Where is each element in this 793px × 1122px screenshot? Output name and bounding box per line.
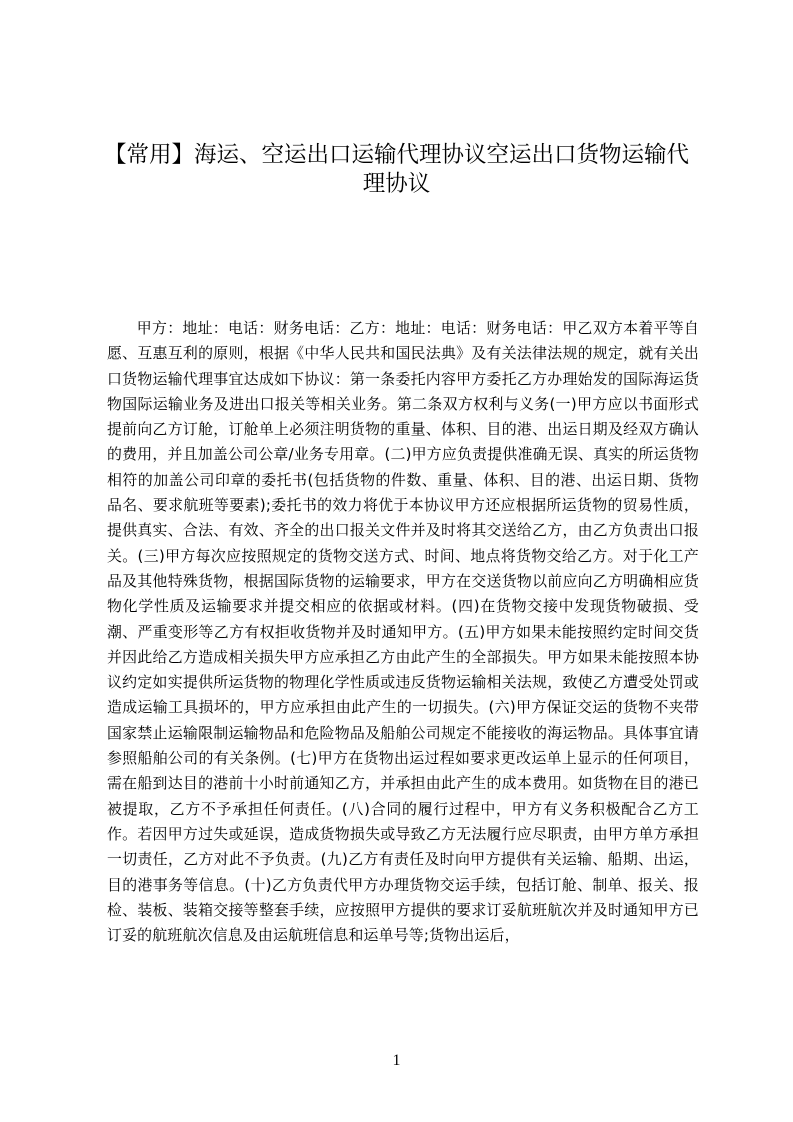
document-body-paragraph: 甲方：地址：电话：财务电话：乙方：地址：电话：财务电话：甲乙双方本着平等自愿、互惠互利的原则，根据《中华人民共和国民法典》及有关法律法规的规定，就有关出口货物运输代理事宜达成如下协议：第一条委托内容甲方委托乙方办理始发的国际海运货物国际运输业务及进出口报关等相关业务。第二条双方权利与义务(一)甲方应以书面形式提前向乙方订舱，订舱单上必须注明货物的重量、体积、目的港、出运日期及经双方确认的费用，并且加盖公司公章/业务专用章。(二)甲方应负责提供准确无误、真实的所运货物相符的加盖公司印章的委托书(包括货物的件数、重量、体积、目的港、出运日期、货物品名、要求航班等要素);委托书的效力将优于本协议甲方还应根据所运货物的贸易性质，提供真实、合法、有效、齐全的出口报关文件并及时将其交送给乙方，由乙方负责出口报关。(三)甲方每次应按照规定的货物交送方式、时间、地点将货物交给乙方。对于化工产品及其他特殊货物，根据国际货物的运输要求，甲方在交送货物以前应向乙方明确相应货物化学性质及运输要求并提交相应的依据或材料。(四)在货物交接中发现货物破损、受潮、严重变形等乙方有权拒收货物并及时通知甲方。(五)甲方如果未能按照约定时间交货并因此给乙方造成相关损失甲方应承担乙方由此产生的全部损失。甲方如果未能按照本协议约定如实提供所运货物的物理化学性质或违反货物运输相关法规，致使乙方遭受处罚或造成运输工具损坏的，甲方应承担由此产生的一切损失。(六)甲方保证交运的货物不夹带国家禁止运输限制运输物品和危险物品及船舶公司规定不能接收的海运物品。具体事宜请参照船舶公司的有关条例。(七)甲方在货物出运过程如要求更改运单上显示的任何项目，需在船到达目的港前十小时前通知乙方，并承担由此产生的成本费用。如货物在目的港已被提取，乙方不予承担任何责任。(八)合同的履行过程中，甲方有义务积极配合乙方工作。若因甲方过失或延误，造成货物损失或导致乙方无法履行应尽职责，由甲方单方承担一切责任，乙方对此不予负责。(九)乙方有责任及时向甲方提供有关运输、船期、出运，目的港事务等信息。(十)乙方负责代甲方办理货物交运手续，包括订舱、制单、报关、报检、装板、装箱交接等整套手续，应按照甲方提供的要求订妥航班航次并及时通知甲方已订妥的航班航次信息及由运航班信息和运单号等;货物出运后， xyxy=(107,319,699,945)
page-number: 1 xyxy=(392,1052,401,1069)
document-title: 【常用】海运、空运出口运输代理协议空运出口货物运输代理协议 xyxy=(103,142,689,197)
